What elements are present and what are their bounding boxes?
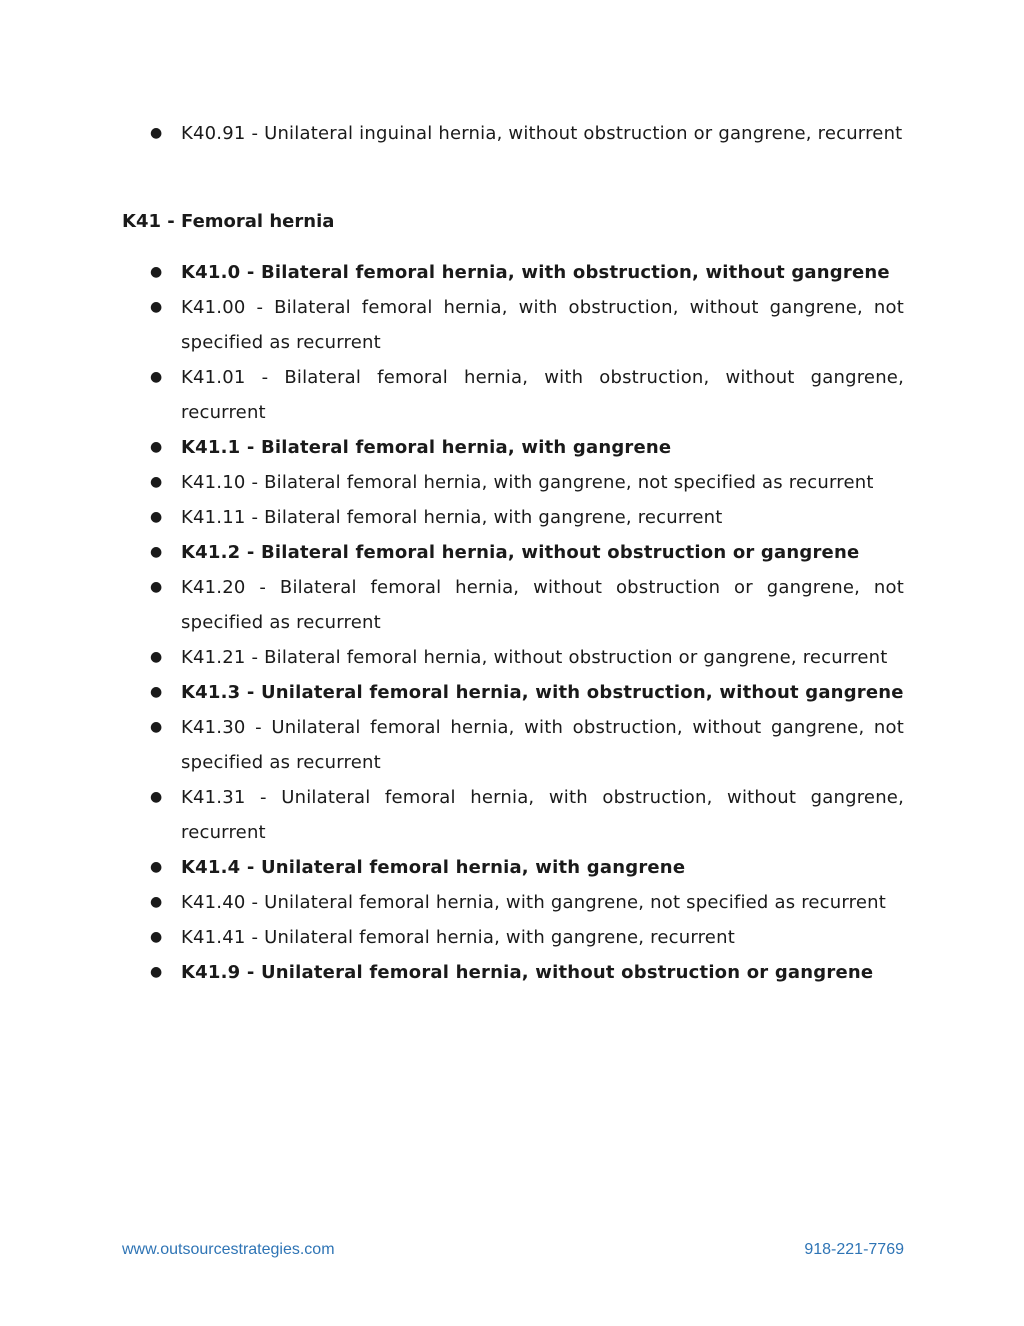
code-category-item <box>0 535 1024 570</box>
code-item <box>0 710 1024 780</box>
code-item-text: K41.11 - Bilateral femoral hernia, with gangrene, recurrent <box>181 507 723 528</box>
page-footer <box>122 1241 904 1265</box>
bullet-icon: ● <box>150 439 163 455</box>
code-item-text: K41.21 - Bilateral femoral hernia, without obstruction or gangrene, recurrent <box>181 647 888 668</box>
code-list-top <box>0 116 1024 151</box>
code-item-text: K41.3 - Unilateral femoral hernia, with obstruction, without gangrene <box>181 682 904 703</box>
bullet-icon: ● <box>150 684 163 700</box>
code-item <box>0 920 1024 955</box>
code-item <box>0 290 1024 360</box>
bullet-icon: ● <box>150 789 163 805</box>
bullet-icon: ● <box>150 299 163 315</box>
code-item <box>0 360 1024 430</box>
code-item-text: K41.00 - Bilateral femoral hernia, with obstruction, without gangrene, not specified as recurrent <box>181 297 904 353</box>
section-heading: K41 - Femoral hernia <box>122 211 335 232</box>
code-item <box>0 885 1024 920</box>
bullet-icon: ● <box>150 125 163 141</box>
code-item-text: K41.41 - Unilateral femoral hernia, with gangrene, recurrent <box>181 927 735 948</box>
bullet-icon: ● <box>150 964 163 980</box>
bullet-icon: ● <box>150 649 163 665</box>
code-item-text: K40.91 - Unilateral inguinal hernia, without obstruction or gangrene, recurrent <box>181 123 903 144</box>
code-category-item <box>0 955 1024 990</box>
code-category-item <box>0 430 1024 465</box>
bullet-icon: ● <box>150 474 163 490</box>
code-item-text: K41.40 - Unilateral femoral hernia, with gangrene, not specified as recurrent <box>181 892 887 913</box>
code-item-text: K41.31 - Unilateral femoral hernia, with obstruction, without gangrene, recurrent <box>181 787 904 843</box>
code-item-text: K41.01 - Bilateral femoral hernia, with obstruction, without gangrene, recurrent <box>181 367 904 423</box>
code-item-text: K41.9 - Unilateral femoral hernia, without obstruction or gangrene <box>181 962 874 983</box>
code-item-text: K41.1 - Bilateral femoral hernia, with gangrene <box>181 437 672 458</box>
bullet-icon: ● <box>150 579 163 595</box>
code-item-text: K41.4 - Unilateral femoral hernia, with gangrene <box>181 857 686 878</box>
code-item <box>0 570 1024 640</box>
code-category-item <box>0 255 1024 290</box>
code-item <box>0 780 1024 850</box>
bullet-icon: ● <box>150 719 163 735</box>
code-item-text: K41.10 - Bilateral femoral hernia, with gangrene, not specified as recurrent <box>181 472 874 493</box>
bullet-icon: ● <box>150 544 163 560</box>
code-item <box>0 465 1024 500</box>
code-item-text: K41.20 - Bilateral femoral hernia, without obstruction or gangrene, not specified as recurrent <box>181 577 904 633</box>
code-item <box>0 640 1024 675</box>
code-item-text: K41.30 - Unilateral femoral hernia, with obstruction, without gangrene, not specified as recurrent <box>181 717 904 773</box>
code-category-item <box>0 850 1024 885</box>
code-item <box>0 500 1024 535</box>
code-item-text: K41.0 - Bilateral femoral hernia, with obstruction, without gangrene <box>181 262 890 283</box>
code-list-k41 <box>0 255 1024 990</box>
bullet-icon: ● <box>150 369 163 385</box>
code-item-text: K41.2 - Bilateral femoral hernia, without obstruction or gangrene <box>181 542 860 563</box>
code-category-item <box>0 675 1024 710</box>
code-item <box>0 116 1024 151</box>
bullet-icon: ● <box>150 929 163 945</box>
footer-phone-number[interactable]: 918-221-7769 <box>804 1241 904 1258</box>
footer-website-link[interactable]: www.outsourcestrategies.com <box>122 1241 335 1258</box>
bullet-icon: ● <box>150 264 163 280</box>
bullet-icon: ● <box>150 894 163 910</box>
bullet-icon: ● <box>150 509 163 525</box>
bullet-icon: ● <box>150 859 163 875</box>
